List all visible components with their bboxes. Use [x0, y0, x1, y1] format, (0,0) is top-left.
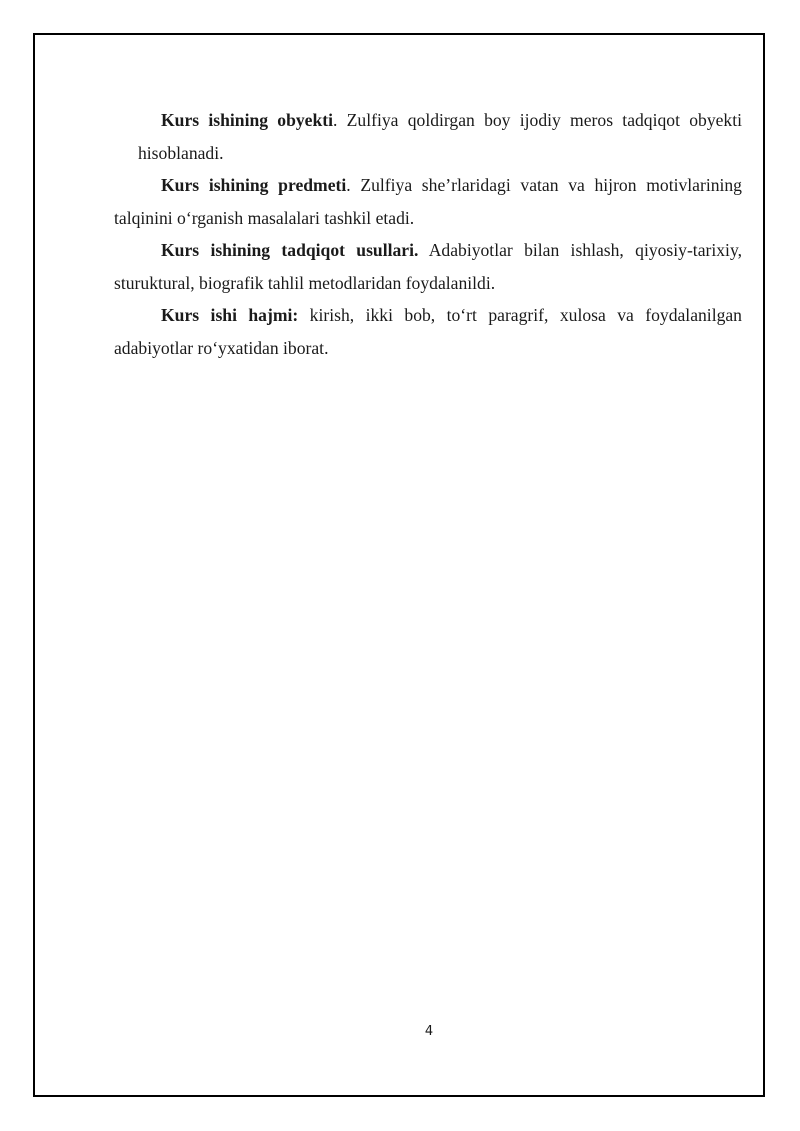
- paragraph-methods: [114, 234, 742, 299]
- text-object: . Zulfiya qoldirgan boy ijodiy meros tadqiqot obyekti hisoblanadi.: [138, 110, 742, 163]
- paragraph-object: [114, 104, 742, 169]
- term-object: Kurs ishining obyekti: [161, 110, 334, 130]
- term-subject: Kurs ishining predmeti: [161, 175, 347, 195]
- term-volume: Kurs ishi hajmi:: [161, 305, 299, 325]
- text-volume: kirish, ikki bob, to‘rt paragrif, xulosa va foydalanilgan adabiyotlar ro‘yxatidan iborat.: [114, 305, 742, 358]
- page-number: 4: [424, 1024, 434, 1039]
- document-body: [114, 104, 742, 364]
- paragraph-subject: [114, 169, 742, 234]
- term-methods: Kurs ishining tadqiqot usullari.: [161, 240, 419, 260]
- text-methods: Adabiyotlar bilan ishlash, qiyosiy-tarixiy, sturuktural, biografik tahlil metodlaridan foydalanildi.: [114, 240, 742, 293]
- paragraph-volume: [114, 299, 742, 364]
- text-subject: . Zulfiya she’rlaridagi vatan va hijron motivlarining talqinini o‘rganish masalalari tashkil etadi.: [114, 175, 742, 228]
